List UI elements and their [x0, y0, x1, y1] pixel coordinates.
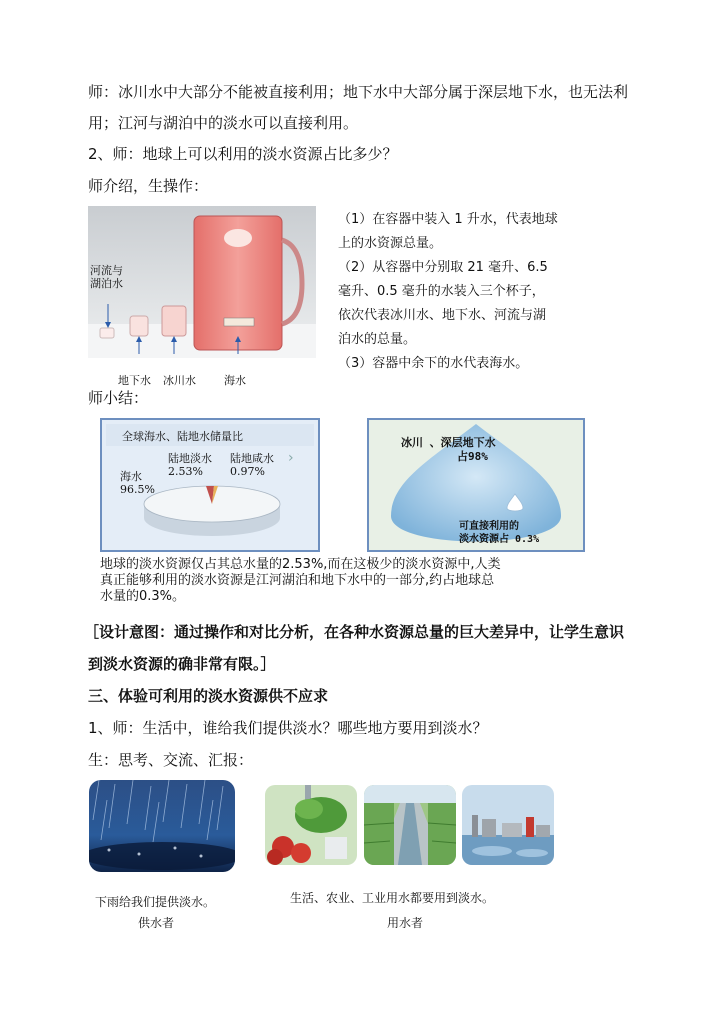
summary-line-1: 地球的淡水资源仅占其总水量的2.53%,而在这极少的淡水资源中,人类: [100, 557, 501, 572]
pie-sea-pct: 96.5%: [120, 483, 155, 496]
pie-fresh-label: 陆地淡水: [168, 452, 212, 465]
section-3-student: 生：思考、交流、汇报：: [88, 751, 254, 769]
drop-small-legend: [459, 520, 539, 546]
experiment-photo: [88, 206, 316, 358]
drop-big-legend: [401, 436, 496, 464]
step-2-line-2: 毫升、0.5 毫升的水装入三个杯子，: [338, 284, 545, 299]
drop-big-label: 冰川 、深层地下水: [401, 436, 496, 449]
paragraph-3: 师介绍，生操作：: [88, 177, 209, 195]
experiment-steps: [338, 208, 598, 376]
chevron-right-icon: ›: [288, 450, 294, 466]
step-1-line-1: （1）在容器中装入 1 升水，代表地球: [338, 212, 558, 227]
summary-line-2: 真正能够利用的淡水资源是江河湖泊和地下水中的一部分,约占地球总: [100, 573, 495, 588]
pie-chart-figure: [100, 418, 320, 552]
rain-caption: 下雨给我们提供淡水。: [95, 895, 216, 909]
industry-photo: [462, 785, 554, 865]
pie-chart-title: 全球海水、陆地水储量比: [122, 430, 243, 443]
section-3-heading: 三、体验可利用的淡水资源供不应求: [88, 687, 329, 705]
step-1-line-2: 上的水资源总量。: [338, 236, 443, 251]
use-role: 用水者: [387, 916, 424, 930]
paragraph-2: 2、师：地球上可以利用的淡水资源占比多少？: [88, 145, 398, 163]
vegetables-photo-illustration: [265, 785, 357, 865]
water-drop-figure: [367, 418, 585, 552]
pie-sea-legend: [120, 470, 155, 496]
rain-photo-illustration: [89, 780, 235, 872]
step-2-line-4: 泊水的总量。: [338, 332, 417, 347]
label-lake-river-water: 河流与 湖泊水: [90, 264, 123, 290]
agriculture-photo: [364, 785, 456, 865]
agriculture-photo-illustration: [364, 785, 456, 865]
rain-photo: [89, 780, 235, 872]
section-3-question: 1、师：生活中，谁给我们提供淡水？哪些地方要用到淡水？: [88, 719, 488, 737]
pie-salt-pct: 0.97%: [230, 465, 265, 478]
drop-big-pct: 占98%: [457, 450, 488, 463]
rain-role: 供水者: [138, 916, 175, 930]
step-3: （3）容器中余下的水代表海水。: [338, 356, 529, 371]
teacher-summary-heading: 师小结：: [88, 389, 149, 407]
drop-small-pct: 淡水资源占 0.3%: [459, 534, 540, 545]
use-caption: 生活、农业、工业用水都要用到淡水。: [290, 891, 495, 905]
drop-small-label: 可直接利用的: [459, 521, 519, 532]
step-2-line-1: （2）从容器中分别取 21 毫升、6.5: [338, 260, 548, 275]
pie-fresh-legend: [168, 452, 212, 478]
vegetables-photo: [265, 785, 357, 865]
paragraph-1-line-1: 师：冰川水中大部分不能被直接利用；地下水中大部分属于深层地下水，也无法利: [88, 83, 629, 101]
pie-salt-legend: [230, 452, 274, 478]
design-intent-line-1: ［设计意图：通过操作和对比分析，在各种水资源总量的巨大差异中，让学生意识: [84, 623, 625, 641]
pie-salt-label: 陆地咸水: [230, 452, 274, 465]
step-2-line-3: 依次代表冰川水、地下水、河流与湖: [338, 308, 547, 323]
label-sea-water: 海水: [224, 374, 246, 387]
pie-sea-label: 海水: [120, 470, 142, 483]
industry-photo-illustration: [462, 785, 554, 865]
paragraph-1-line-2: 用；江河与湖泊中的淡水可以直接利用。: [88, 114, 359, 132]
pie-fresh-pct: 2.53%: [168, 465, 203, 478]
label-glacier-water: 冰川水: [163, 374, 196, 387]
design-intent-line-2: 到淡水资源的确非常有限。］: [88, 655, 276, 673]
summary-line-3: 水量的0.3%。: [100, 589, 186, 604]
summary-text: [100, 557, 620, 605]
label-groundwater: 地下水: [118, 374, 151, 387]
